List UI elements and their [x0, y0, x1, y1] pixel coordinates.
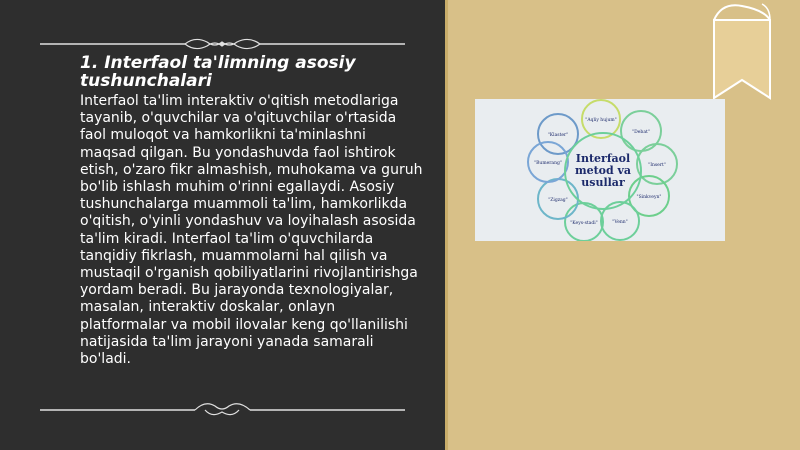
center-line3: usullar — [581, 176, 625, 189]
bookmark-ribbon — [712, 0, 772, 105]
top-ornament — [35, 34, 410, 54]
bubble-label-4: "Sinkveyn" — [636, 195, 662, 200]
center-line1: Interfaol — [575, 152, 631, 165]
bottom-ornament — [35, 396, 410, 420]
bubble-label-2: "Debat" — [632, 130, 650, 135]
center-line2: metod va — [574, 164, 632, 177]
bubble-label-5: "Venn" — [612, 220, 628, 225]
bubble-label-0: "Klaster" — [547, 133, 569, 138]
page-title: 1. Interfaol ta'limning asosiy tushunchalari — [80, 53, 356, 91]
bubble-label-8: "Bumerang" — [534, 161, 562, 166]
body-paragraph: Interfaol ta'lim interaktiv o'qitish metodlariga tayanib, o'quvchilar va o'qituvchilar o'rtasida faol muloqot va hamkorlikni ta'minlashni maqsad qilgan. Bu yondashuvda faol ishtirok etish, o'zaro fikr almashish, muhokama va guruh bo'lib ishlash muhim o'rinni egallaydi. Asosiy tushunchalarga muammoli ta'lim, hamkorlikda o'qitish, o'yinli yondashuv va loyihalash asosida ta'lim kiradi. Interfaol ta'lim o'quvchilarda tanqidiy fikrlash, muammolarni hal qilish va mustaqil o'rganish qobiliyatlarini rivojlantirishga yordam beradi. Bu jarayonda texnologiyalar, masalan, interaktiv doskalar, onlayn platformalar va mobil ilovalar keng qo'llanilishi natijasida ta'lim jarayoni yanada samarali bo'ladi. — [80, 93, 423, 368]
bubble-label-7: "Zigzag" — [548, 198, 568, 203]
bubble-label-3: "Insert" — [648, 163, 666, 168]
bubble-label-6: "Keys-stadi" — [570, 221, 598, 226]
bubble-label-1: "Aqliy hujum" — [585, 118, 617, 123]
methods-diagram — [475, 99, 725, 241]
